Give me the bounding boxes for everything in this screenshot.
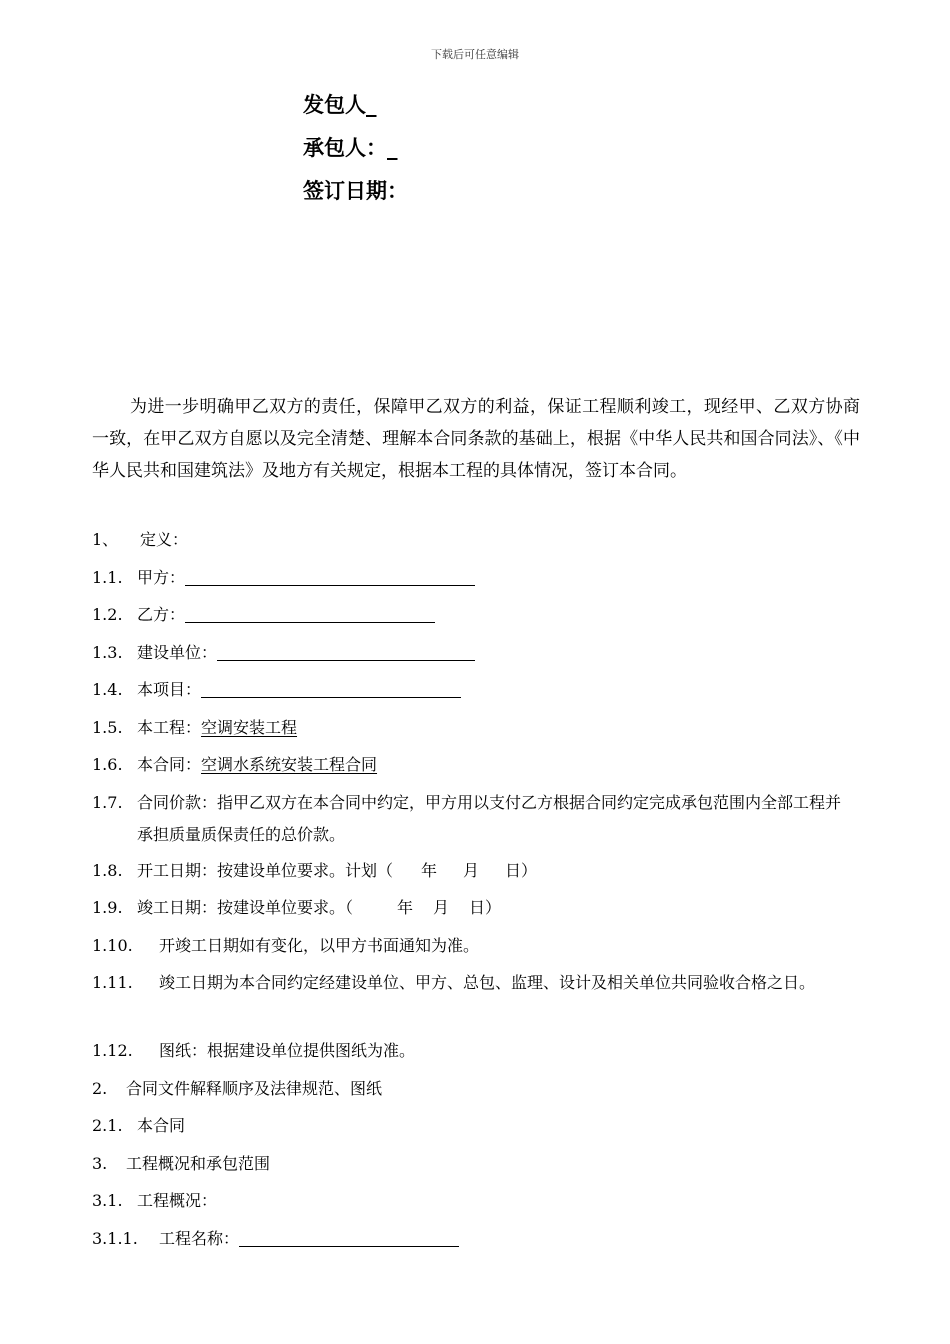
- fill-blank-party-a: [185, 565, 475, 586]
- clause-number: 2.: [92, 1078, 108, 1098]
- clause-3: [92, 1151, 860, 1189]
- clause-number: 3.1.1.: [92, 1228, 138, 1248]
- clause-2-1: [92, 1113, 860, 1151]
- clause-1-9: [92, 895, 860, 933]
- clause-number: 1.5.: [92, 717, 123, 737]
- clause-1-12: [92, 1038, 860, 1076]
- fill-blank-builder: [217, 640, 475, 661]
- date-month: 月: [463, 860, 480, 880]
- clause-number: 3.: [92, 1153, 108, 1173]
- clause-3-1: [92, 1188, 860, 1226]
- clause-label: 建设单位：: [137, 642, 218, 662]
- fill-blank-party-b: [185, 602, 435, 623]
- clause-number: 2.1.: [92, 1116, 123, 1135]
- clause-number: 1.4.: [92, 680, 123, 699]
- clause-text: 合同文件解释顺序及法律规范、图纸: [126, 1078, 383, 1098]
- clause-text: 竣工日期：按建设单位要求。（: [137, 898, 354, 917]
- clause-number: 1.10.: [92, 935, 133, 955]
- clause-text: 开工日期：按建设单位要求。计划（: [137, 860, 394, 880]
- clause-1: [92, 527, 860, 565]
- clause-text: 开竣工日期如有变化，以甲方书面通知为准。: [159, 935, 480, 955]
- clause-label: 本合同：: [137, 755, 202, 774]
- clause-1-1: [92, 565, 860, 603]
- clause-1-3: [92, 640, 860, 678]
- date-day: 日）: [505, 860, 538, 880]
- clause-1-6: [92, 752, 860, 790]
- clause-number: 1.1.: [92, 567, 123, 587]
- issuer-line: 发包人_: [303, 93, 377, 117]
- intro-text: 为进一步明确甲乙双方的责任，保障甲乙双方的利益，保证工程顺利竣工，现经甲、乙双方协商一致，在甲乙双方自愿以及完全清楚、理解本合同条款的基础上，根据《中华人民共和国合同法》、《中华人民共和国建筑法》及地方有关规定，根据本工程的具体情况，签订本合同。: [92, 397, 860, 481]
- clause-number: 1.3.: [92, 642, 123, 662]
- clause-text: 定义：: [140, 530, 189, 549]
- clause-list: [92, 527, 860, 1263]
- clause-3-1-1: [92, 1226, 860, 1264]
- clause-1-2: [92, 602, 860, 640]
- clause-1-5: [92, 715, 860, 753]
- sign-date-line: 签订日期：: [303, 179, 408, 203]
- clause-text: 合同价款：指甲乙双方在本合同中约定，甲方用以支付乙方根据合同约定完成承包范围内全部工程并承担质量质保责任的总价款。: [137, 792, 842, 844]
- clause-number: 1、: [92, 530, 119, 549]
- clause-label: 本项目：: [137, 680, 202, 699]
- clause-1-7: [92, 790, 860, 858]
- clause-label: 本工程：: [137, 717, 202, 737]
- clause-1-10: [92, 933, 860, 971]
- date-year: 年: [421, 860, 438, 880]
- date-year: 年: [397, 898, 414, 917]
- clause-2: [92, 1076, 860, 1114]
- contract-name-value: 空调水系统安装工程合同: [201, 755, 378, 774]
- intro-paragraph: [92, 391, 860, 487]
- clause-1-8: [92, 858, 860, 896]
- clause-number: 1.8.: [92, 860, 123, 880]
- clause-number: 1.12.: [92, 1041, 133, 1060]
- clause-number: 1.9.: [92, 898, 123, 917]
- clause-number: 1.11.: [92, 973, 133, 992]
- clause-text: 图纸：根据建设单位提供图纸为准。: [159, 1041, 416, 1060]
- clause-number: 1.6.: [92, 755, 123, 774]
- clause-number: 1.2.: [92, 605, 123, 624]
- date-day: 日）: [469, 898, 502, 917]
- clause-1-4: [92, 677, 860, 715]
- clause-label: 工程名称：: [159, 1228, 240, 1248]
- clause-text: 工程概况：: [137, 1191, 218, 1210]
- clause-label: 乙方：: [137, 605, 186, 624]
- clause-label: 甲方：: [137, 567, 186, 587]
- clause-number: 1.7.: [92, 792, 123, 812]
- clause-1-11: [92, 970, 860, 1038]
- clause-number: 3.1.: [92, 1191, 123, 1210]
- header-note: 下载后可任意编辑: [431, 48, 519, 61]
- party-block: [303, 90, 408, 219]
- fill-blank-project: [201, 677, 461, 698]
- clause-text: 工程概况和承包范围: [126, 1153, 271, 1173]
- project-name-value: 空调安装工程: [201, 717, 298, 737]
- clause-text: 竣工日期为本合同约定经建设单位、甲方、总包、监理、设计及相关单位共同验收合格之日。: [159, 973, 816, 992]
- clause-text: 本合同: [137, 1116, 186, 1135]
- fill-blank-project-name: [239, 1226, 459, 1247]
- contractor-line: 承包人：_: [303, 136, 398, 160]
- date-month: 月: [433, 898, 450, 917]
